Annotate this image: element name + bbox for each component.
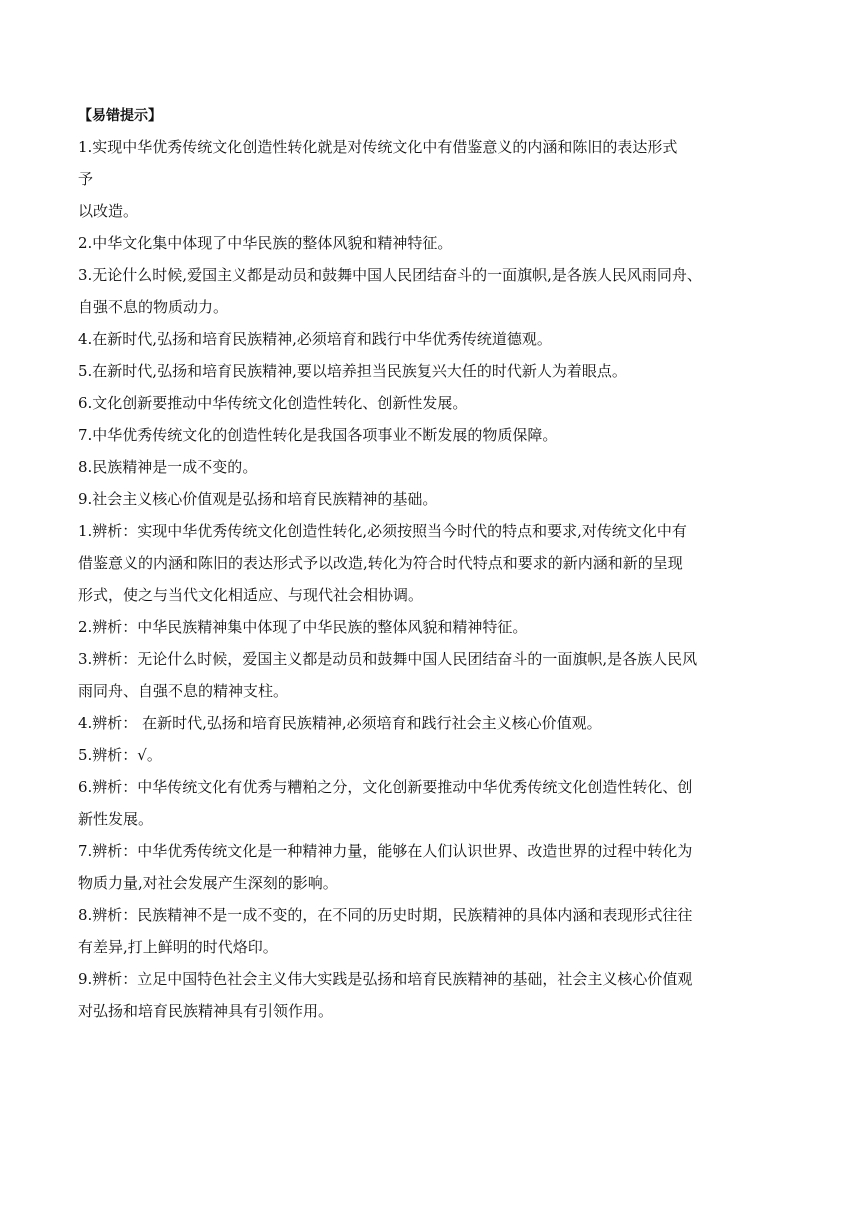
text-line: 2.中华文化集中体现了中华民族的整体风貌和精神特征。 xyxy=(78,234,453,252)
text-line: 新性发展。 xyxy=(78,810,154,828)
text-line: 自强不息的物质动力。 xyxy=(78,298,229,316)
text-line: 5.在新时代,弘扬和培育民族精神,要以培养担当民族复兴大任的时代新人为着眼点。 xyxy=(78,362,627,380)
text-line: 4.在新时代,弘扬和培育民族精神,必须培育和践行中华优秀传统道德观。 xyxy=(78,330,552,348)
text-line: 1.实现中华优秀传统文化创造性转化就是对传统文化中有借鉴意义的内涵和陈旧的表达形式 xyxy=(78,138,678,156)
text-line: 4.辨析： 在新时代,弘扬和培育民族精神,必须培育和践行社会主义核心价值观。 xyxy=(78,714,602,732)
text-line: 借鉴意义的内涵和陈旧的表达形式予以改造,转化为符合时代特点和要求的新内涵和新的呈现 xyxy=(78,554,683,572)
text-line: 5.辨析：√。 xyxy=(78,746,162,764)
section-heading: 【易错提示】 xyxy=(78,108,162,124)
text-line: 雨同舟、自强不息的精神支柱。 xyxy=(78,682,289,700)
text-line: 3.无论什么时候,爱国主义都是动员和鼓舞中国人民团结奋斗的一面旗帜,是各族人民风雨同舟、 xyxy=(78,266,702,284)
text-line: 物质力量,对社会发展产生深刻的影响。 xyxy=(78,874,338,892)
text-line: 3.辨析：无论什么时候，爱国主义都是动员和鼓舞中国人民团结奋斗的一面旗帜,是各族人民风 xyxy=(78,650,698,668)
text-line: 9.社会主义核心价值观是弘扬和培育民族精神的基础。 xyxy=(78,490,438,508)
text-line: 2.辨析：中华民族精神集中体现了中华民族的整体风貌和精神特征。 xyxy=(78,618,528,636)
text-line: 以改造。 xyxy=(78,202,139,220)
text-line: 6.辨析：中华传统文化有优秀与糟粕之分，文化创新要推动中华优秀传统文化创造性转化、创 xyxy=(78,778,693,796)
document-page xyxy=(78,105,788,1027)
text-line: 7.中华优秀传统文化的创造性转化是我国各项事业不断发展的物质保障。 xyxy=(78,426,558,444)
text-line: 6.文化创新要推动中华传统文化创造性转化、创新性发展。 xyxy=(78,394,468,412)
text-line: 对弘扬和培育民族精神具有引领作用。 xyxy=(78,1002,334,1020)
text-line: 9.辨析：立足中国特色社会主义伟大实践是弘扬和培育民族精神的基础，社会主义核心价值观 xyxy=(78,970,693,988)
text-line: 7.辨析：中华优秀传统文化是一种精神力量，能够在人们认识世界、改造世界的过程中转化为 xyxy=(78,842,693,860)
text-line: 1.辨析：实现中华优秀传统文化创造性转化,必须按照当今时代的特点和要求,对传统文化中有 xyxy=(78,522,687,540)
text-line: 形式，使之与当代文化相适应、与现代社会相协调。 xyxy=(78,586,424,604)
document-body xyxy=(78,131,788,1027)
text-line: 8.辨析：民族精神不是一成不变的，在不同的历史时期，民族精神的具体内涵和表现形式往往 xyxy=(78,906,693,924)
text-line: 有差异,打上鲜明的时代烙印。 xyxy=(78,938,278,956)
text-line: 予 xyxy=(78,170,94,188)
text-line: 8.民族精神是一成不变的。 xyxy=(78,458,258,476)
